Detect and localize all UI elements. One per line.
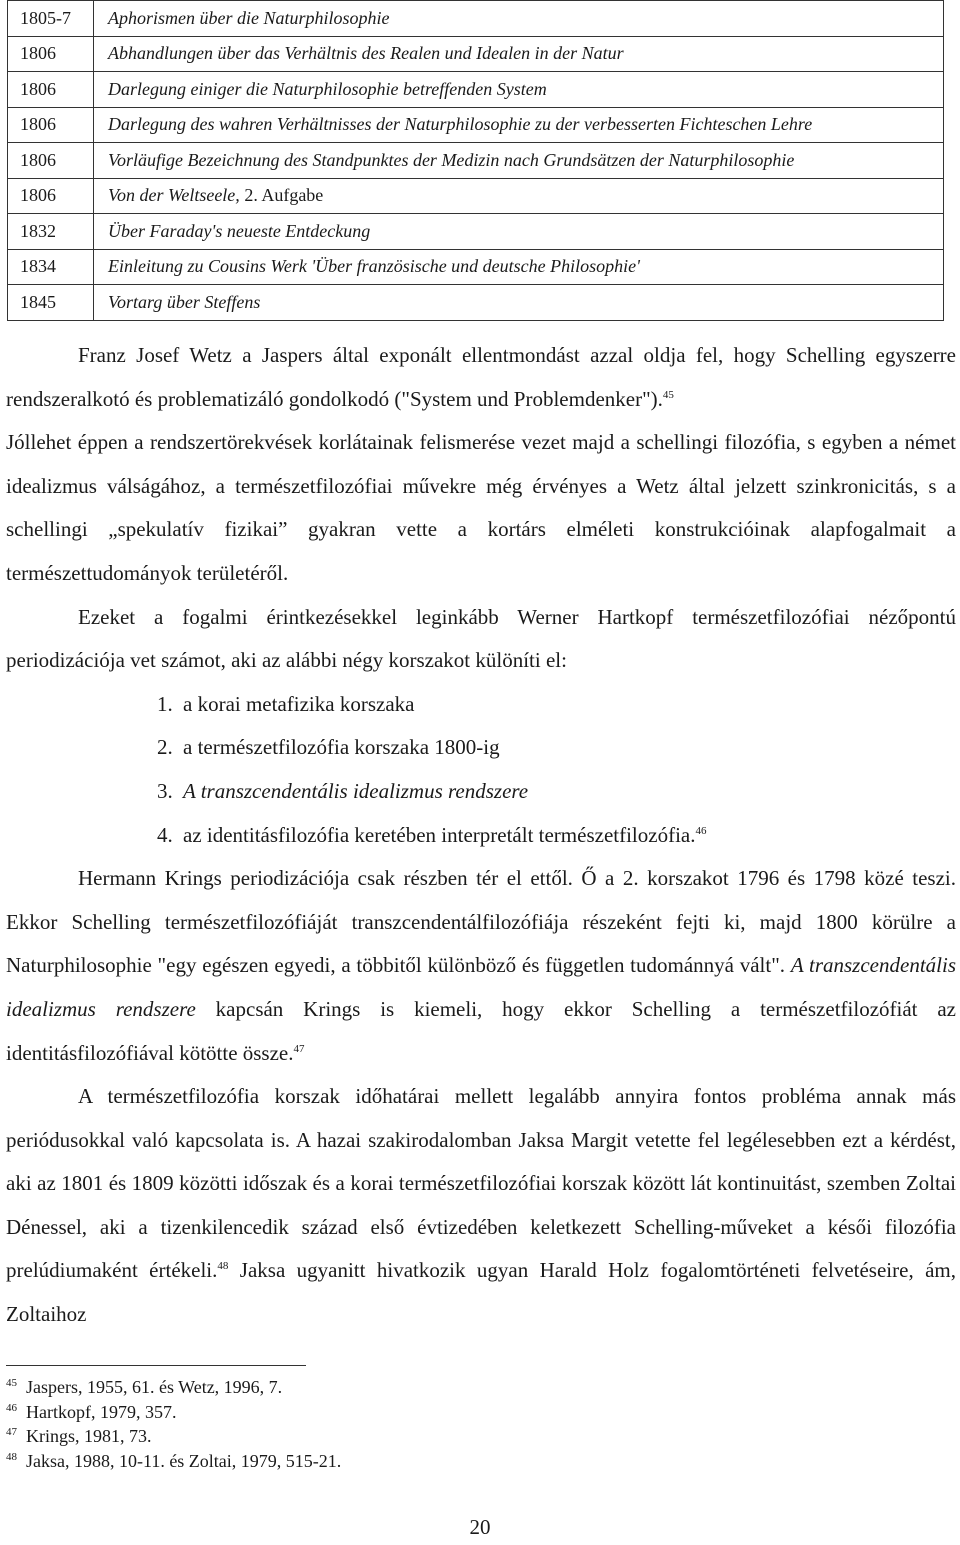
work-year: 1806 [8,72,94,108]
work-title: Einleitung zu Cousins Werk 'Über französische und deutsche Philosophie' [108,256,640,277]
paragraph-krings: Hermann Krings periodizációja csak részben tér el ettől. Ő a 2. korszakot 1796 és 1798 közé teszi. Ekkor Schelling természetfilozófiáját transzcendentálfilozófiája részeként fejti ki, majd 1800 körülre a Naturphilosophie "egy egészen egyedi, a többitől különböző és független tudománnyá vált". A transzcendentális idealizmus rendszere kapcsán Krings is kiemeli, hogy ekkor Schelling a természetfilozófiát az identitásfilozófiával kötötte össze.$^{47}$ [6,866,956,1065]
table-row [8,36,944,72]
footnote: $^{46}$ Hartkopf, 1979, 357. [6,1401,177,1422]
table-row [8,1,944,37]
work-title: Über Faraday's neueste Entdeckung [108,220,371,241]
table-row [8,285,944,321]
list-number: 4. [157,822,173,847]
table-row [8,249,944,285]
work-title: Vortarg über Steffens [108,291,261,312]
work-title-cell [94,107,944,143]
footnote-separator [6,1365,306,1366]
work-year: 1834 [8,249,94,285]
paragraph-crisis: Jóllehet éppen a rendszertörekvések korlátainak felismerése vezet majd a schellingi filozófia, s egyben a német idealizmus válságához, a természetfilozófiai művekre még érvényes a Wetz által jelzett szinkronicitás, s a schellingi „spekulatív fizikai” gyakran vette a kortárs elméleti konstrukcióinak alapfogalmait a természettudományok területéről. [6,430,956,585]
list-text: a természetfilozófia korszaka 1800-ig [183,735,500,760]
list-item [157,726,956,770]
footnote: $^{45}$ Jaspers, 1955, 61. és Wetz, 1996, 7. [6,1377,283,1397]
list-text: az identitásfilozófia keretében interpretált természetfilozófia. [183,822,696,847]
work-title: Von der Weltseele, [108,185,240,206]
paragraph-jaksa: A természetfilozófia korszak időhatárai mellett legalább annyira fontos probléma annak más periódusokkal való kapcsolata is. A hazai szakirodalomban Jaksa Margit vetette fel legélesebben ezt a kérdést, aki az 1801 és 1809 közötti időszak és a korai természetfilozófiai korszak között lát kontinuitást, szemben Zoltai Dénessel, aki a tizenkilencedik század első évtizedében keletkezett Schelling-műveket a késői filozófia prelúdiumaként értékeli.$^{48}$ Jaksa ugyanitt hivatkozik ugyan Harald Holz fogalomtörténeti felvetéseire, ám, Zoltaihoz [6,1084,956,1327]
list-text: a korai metafizika korszaka [183,691,415,716]
work-title-cell [94,178,944,214]
work-title-cell [94,72,944,108]
table-row [8,72,944,108]
work-title: Abhandlungen über das Verhältnis des Realen und Idealen in der Natur [108,43,624,64]
list-item [157,814,956,858]
work-title-cell [94,1,944,37]
list-number: 1. [157,691,173,716]
work-year: 1806 [8,107,94,143]
works-table [7,0,944,321]
table-row [8,107,944,143]
body-text [6,334,956,1337]
work-year: 1806 [8,178,94,214]
work-title-cell [94,285,944,321]
work-year: 1806 [8,143,94,179]
footnote-ref[interactable]: 48 [217,1260,229,1273]
footnote-ref[interactable]: 45 [662,388,674,401]
work-year: 1845 [8,285,94,321]
period-list [6,683,956,857]
paragraph-wetz: Franz Josef Wetz a Jaspers által exponált ellentmondást azzal oldja fel, hogy Schelling egyszerre rendszeralkotó és problematizáló gondolkodó ("System und Problemdenker").$^{45}$ [6,343,956,411]
work-title: Aphorismen über die Naturphilosophie [108,7,390,28]
works-table-body [8,1,944,321]
footnote-ref[interactable]: 46 [695,824,707,837]
page-number: 20 [469,1515,491,1539]
footnote: $^{48}$ Jaksa, 1988, 10-11. és Zoltai, 1979, 515-21. [6,1450,342,1471]
paragraph-hartkopf: Ezeket a fogalmi érintkezésekkel leginkább Werner Hartkopf természetfilozófiai nézőpontú periodizációja vet számot, aki az alábbi négy korszakot különíti el: [6,604,956,673]
list-text: A transzcendentális idealizmus rendszere [183,778,529,803]
work-title: Darlegung des wahren Verhältnisses der Naturphilosophie zu der verbesserten Fichteschen Lehre [108,114,813,135]
work-year: 1832 [8,214,94,250]
footnote-ref[interactable]: 47 [293,1042,305,1055]
work-edition: 2. Aufgabe [239,185,324,206]
list-number: 3. [157,778,173,803]
work-year: 1806 [8,36,94,72]
footnote: $^{47}$ Krings, 1981, 73. [6,1426,152,1446]
table-row [8,143,944,179]
work-title-cell [94,214,944,250]
work-title-cell [94,36,944,72]
list-item [157,683,956,727]
list-number: 2. [157,735,173,760]
list-item [157,770,956,814]
work-title: Darlegung einiger die Naturphilosophie betreffenden System [108,78,547,99]
footnotes [6,1375,341,1473]
table-row [8,214,944,250]
work-title-cell [94,143,944,179]
work-year: 1805-7 [8,1,94,37]
work-title-cell [94,249,944,285]
table-row [8,178,944,214]
work-title: Vorläufige Bezeichnung des Standpunktes der Medizin nach Grundsätzen der Naturphilosophie [108,149,795,170]
